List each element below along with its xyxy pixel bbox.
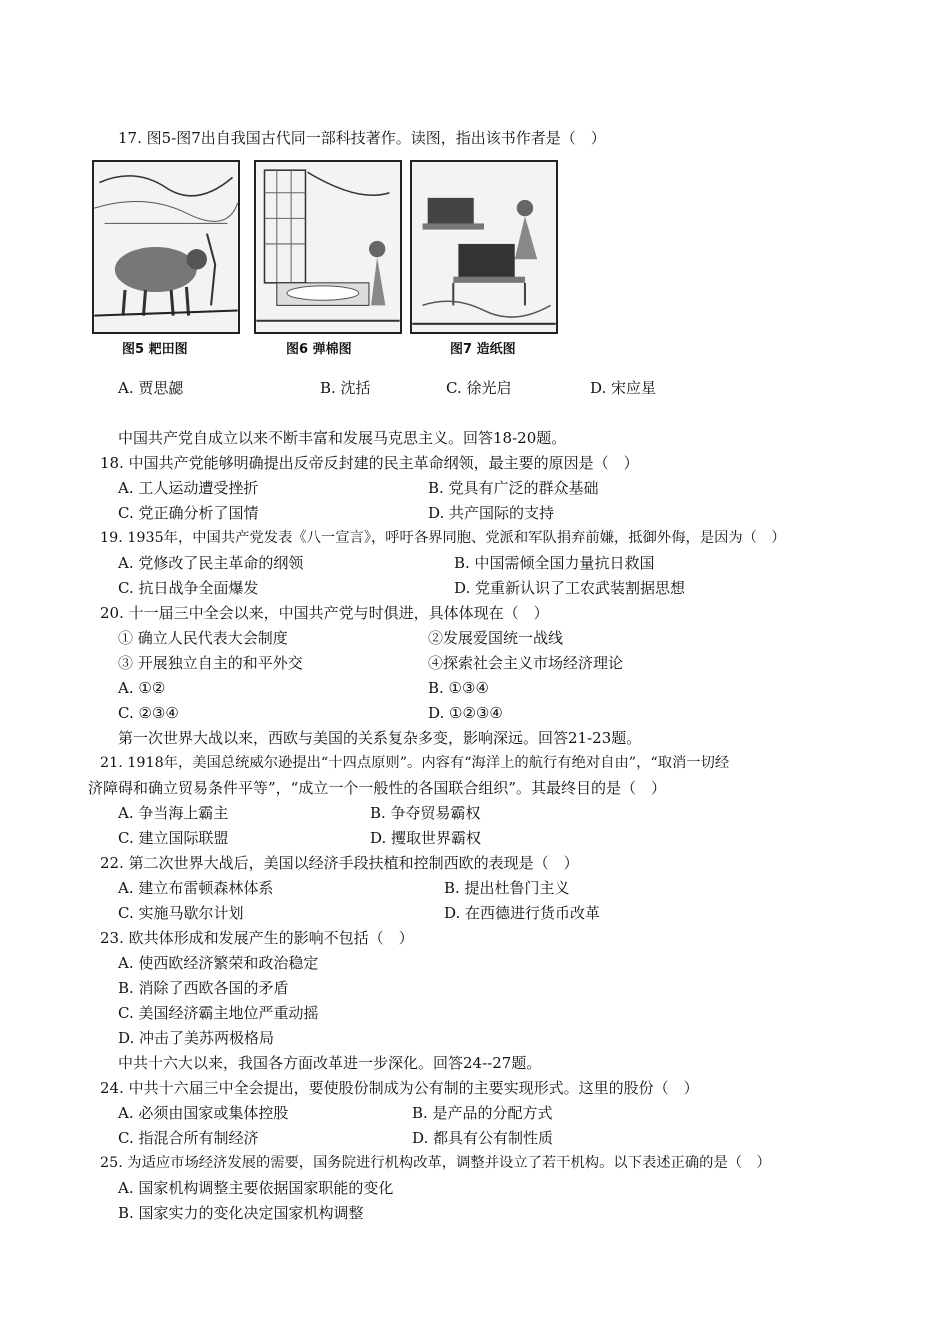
q20-option-c[interactable]: C. ②③④ [118,704,179,722]
q20-option-b[interactable]: B. ①③④ [428,679,489,697]
q22-option-b[interactable]: B. 提出杜鲁门主义 [444,879,570,897]
q23-option-d[interactable]: D. 冲击了美苏两极格局 [118,1029,275,1047]
q24-stem: 24. 中共十六届三中全会提出，要使股份制成为公有制的主要实现形式。这里的股份（ ） [100,1079,699,1097]
q23-option-b[interactable]: B. 消除了西欧各国的矛盾 [118,979,289,997]
q17-option-d[interactable]: D. 宋应星 [590,379,657,397]
section-intro-18-20: 中国共产党自成立以来不断丰富和发展马克思主义。回答18-20题。 [118,429,567,447]
figure-5-farming [92,160,240,334]
q19-option-c[interactable]: C. 抗日战争全面爆发 [118,579,259,597]
figure-6-caption: 图6 弹棉图 [286,342,352,357]
section-intro-24-27: 中共十六大以来，我国各方面改革进一步深化。回答24--27题。 [118,1054,542,1072]
q19-stem: 19. 1935年，中国共产党发表《八一宣言》，呼吁各界同胞、党派和军队捐弃前嫌，抵御外侮，是因为（ ） [100,530,786,546]
q18-option-c[interactable]: C. 党正确分析了国情 [118,504,259,522]
q20-option-a[interactable]: A. ①② [118,679,166,697]
q19-option-a[interactable]: A. 党修改了民主革命的纲领 [118,554,304,572]
figure-7-caption: 图7 造纸图 [450,342,516,357]
cotton-fluffing-illustration-icon [256,162,400,332]
q22-option-a[interactable]: A. 建立布雷顿森林体系 [118,879,274,897]
q21-option-c[interactable]: C. 建立国际联盟 [118,829,229,847]
q18-option-d[interactable]: D. 共产国际的支持 [428,504,555,522]
q20-option-d[interactable]: D. ①②③④ [428,704,503,722]
q25-option-a[interactable]: A. 国家机构调整主要依据国家职能的变化 [118,1179,394,1197]
q24-option-d[interactable]: D. 都具有公有制性质 [412,1129,554,1147]
q22-option-d[interactable]: D. 在西德进行货币改革 [444,904,601,922]
q20-item-3: ③ 开展独立自主的和平外交 [118,654,303,672]
q23-stem: 23. 欧共体形成和发展产生的影响不包括（ ） [100,929,414,947]
q25-stem: 25. 为适应市场经济发展的需要，国务院进行机构改革，调整并设立了若干机构。以下表述正确的是（ ） [100,1155,771,1171]
q21-option-b[interactable]: B. 争夺贸易霸权 [370,804,481,822]
q21-stem-line2: 济障碍和确立贸易条件平等”，“成立一个一般性的各国联合组织”。其最终目的是（ ） [88,779,667,797]
q17-option-c[interactable]: C. 徐光启 [446,379,512,397]
q19-option-b[interactable]: B. 中国需倾全国力量抗日救国 [454,554,655,572]
q24-option-a[interactable]: A. 必须由国家或集体控股 [118,1104,289,1122]
q21-stem-line1: 21. 1918年，美国总统威尔逊提出“十四点原则”。内容有“海洋上的航行有绝对自由”，“取消一切经 [100,755,730,771]
papermaking-illustration-icon [412,162,556,332]
q24-option-b[interactable]: B. 是产品的分配方式 [412,1104,553,1122]
q22-stem: 22. 第二次世界大战后，美国以经济手段扶植和控制西欧的表现是（ ） [100,854,579,872]
q22-option-c[interactable]: C. 实施马歇尔计划 [118,904,244,922]
q24-option-c[interactable]: C. 指混合所有制经济 [118,1129,259,1147]
figure-6-cotton [254,160,402,334]
q19-option-d[interactable]: D. 党重新认识了工农武装割据思想 [454,579,686,597]
figure-7-paper [410,160,558,334]
q18-option-a[interactable]: A. 工人运动遭受挫折 [118,479,259,497]
farming-ox-illustration-icon [94,162,238,332]
q20-item-2: ②发展爱国统一战线 [428,629,564,647]
q21-option-d[interactable]: D. 攫取世界霸权 [370,829,482,847]
q23-option-a[interactable]: A. 使西欧经济繁荣和政治稳定 [118,954,319,972]
q25-option-b[interactable]: B. 国家实力的变化决定国家机构调整 [118,1204,364,1222]
q21-option-a[interactable]: A. 争当海上霸主 [118,804,229,822]
q20-item-4: ④探索社会主义市场经济理论 [428,654,624,672]
section-intro-21-23: 第一次世界大战以来，西欧与美国的关系复杂多变，影响深远。回答21-23题。 [118,729,642,747]
q18-stem: 18. 中国共产党能够明确提出反帝反封建的民主革命纲领，最主要的原因是（ ） [100,454,639,472]
q23-option-c[interactable]: C. 美国经济霸主地位严重动摇 [118,1004,319,1022]
q17-option-a[interactable]: A. 贾思勰 [118,379,184,397]
figure-5-caption: 图5 耙田图 [122,342,188,357]
q17-stem: 17. 图5-图7出自我国古代同一部科技著作。读图，指出该书作者是（ ） [118,129,606,147]
q20-item-1: ① 确立人民代表大会制度 [118,629,288,647]
q18-option-b[interactable]: B. 党具有广泛的群众基础 [428,479,599,497]
q17-option-b[interactable]: B. 沈括 [320,379,371,397]
q20-stem: 20. 十一届三中全会以来，中国共产党与时俱进，具体体现在（ ） [100,604,549,622]
